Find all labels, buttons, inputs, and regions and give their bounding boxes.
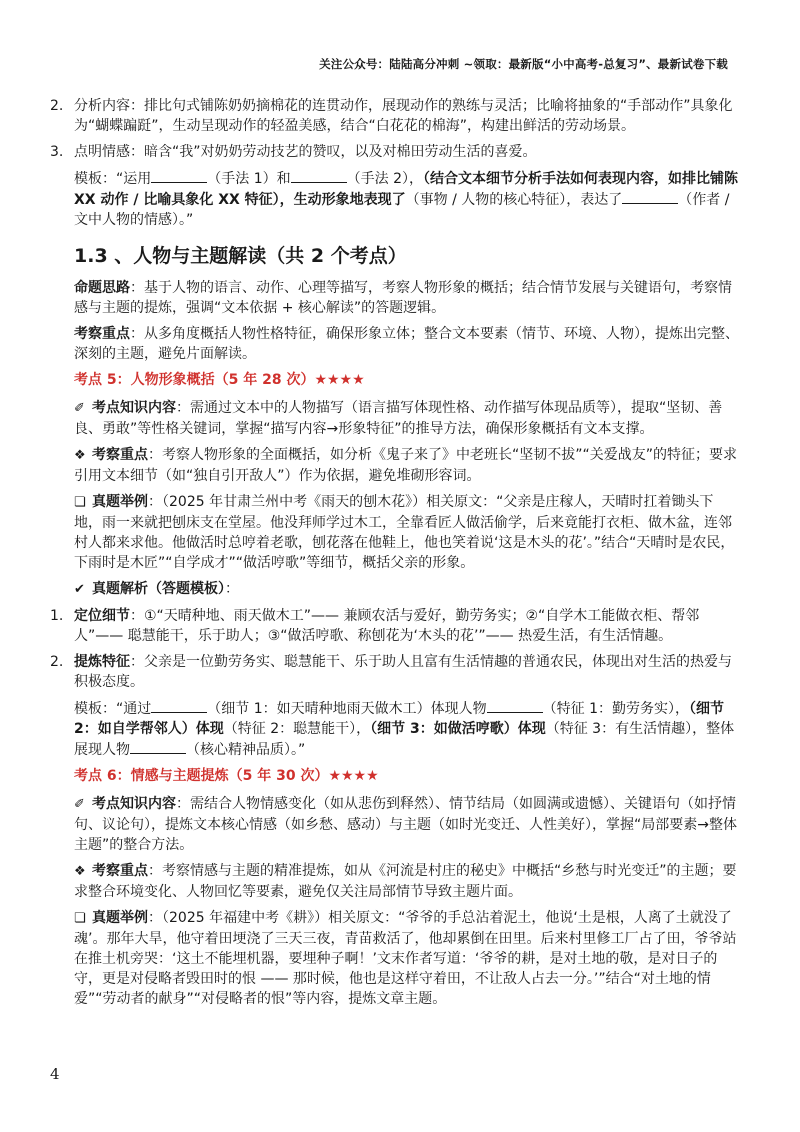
answer-template xyxy=(74,168,740,230)
page-number: 4 xyxy=(50,1065,60,1083)
kd5-focus-label: 考察重点 xyxy=(92,447,148,463)
template-text: （事物 / 人物的核心特征），表达了 xyxy=(405,192,623,208)
fill-blank xyxy=(130,739,186,754)
kd6-title: 考点 6：情感与主题提炼（5 年 30 次）★★★★ xyxy=(74,768,379,784)
template-text: （特征 3：有生活情趣），整体展现人物 xyxy=(74,721,735,758)
fill-blank xyxy=(622,189,678,204)
template-text: （特征 1：勤劳务实）， xyxy=(542,701,689,717)
template-text: 模板：“运用 xyxy=(74,171,152,187)
list-item xyxy=(50,606,740,646)
kd5-example xyxy=(74,492,740,573)
diamond-bullet-icon: ❖ xyxy=(74,864,86,879)
kd6-example-text: ：（2025 年福建中考《耕》）相关原文：“爷爷的手总沾着泥土，他说‘土是根，人离了土就没了魂’。那年大旱，他守着田埂浇了三天三夜，青苗救活了，他却累倒在田里。后来村里修工厂占了田，爷爷站在推土机旁哭：‘这土不能埋机器，要埋种子啊！’文末作者写道：‘爷爷的耕，是对土地的敬，是对日子的守，更是对侵略者毁田时的恨 —— 那时候，他也是这样守着田，不让敌人占去一分。’”结合“对土地的情爱”“劳动者的献身”“对侵略者的恨”等内容，提炼文章主题。 xyxy=(74,910,737,1007)
step-text: ：父亲是一位勤劳务实、聪慧能干、乐于助人且富有生活情趣的普通农民，体现出对生活的热爱与积极态度。 xyxy=(74,654,732,690)
template-bold-text: （细节 3：如做活哼歌）体现 xyxy=(370,721,546,737)
template-bold-text: （结合文本细节分析手法如何表现内容，如排比铺陈 XX 动作 / 比喻具象化 XX 特征），生动形象地表现了 xyxy=(74,171,738,208)
step-label: 定位细节 xyxy=(74,608,130,624)
kd5-example-text: ：（2025 年甘肃兰州中考《雨天的刨木花》）相关原文：“父亲是庄稼人，天晴时扛着锄头下地，雨一来就把刨床支在堂屋。他没拜师学过木工，全靠看匠人做活偷学，后来竟能打衣柜、做木盆，连邻村人都来求他。他做活时总哼着老歌，刨花落在他鞋上，他也笑着说‘这是木头的花’。”结合“天晴时是农民，下雨时是木匠”“自学成才”“做活哼歌”等细节，概括父亲的形象。 xyxy=(74,494,735,571)
kd6-example xyxy=(74,908,740,1009)
kd5-knowledge-text: ：需通过文本中的人物描写（语言描写体现性格、动作描写体现品质等），提取“坚韧、善良、勇敢”等性格关键词，掌握“描写内容→形象特征”的推导方法，确保形象概括有文本支撑。 xyxy=(74,400,723,437)
template-text: （作者 / 文中人物的情感）。” xyxy=(74,192,730,228)
answer-template xyxy=(74,698,740,760)
pencil-icon: ✐ xyxy=(74,401,85,416)
list-number: 1. xyxy=(50,608,64,624)
fill-blank xyxy=(487,698,543,713)
template-text: （手法 2）， xyxy=(346,171,423,187)
list-number: 2. xyxy=(50,654,64,670)
kd5-knowledge xyxy=(74,398,740,439)
step-label: 提炼特征 xyxy=(74,654,130,670)
kd6-knowledge xyxy=(74,794,740,855)
fill-blank xyxy=(151,168,207,183)
kd6-knowledge-text: ：需结合人物情感变化（如从悲伤到释然）、情节结局（如圆满或遗憾）、关键语句（如抒情句、议论句），提炼文本核心情感（如乡愁、感动）与主题（如时光变迁、人性美好），掌握“局部要素→整体主题”的整合方法。 xyxy=(74,796,737,853)
fill-blank xyxy=(291,168,347,183)
kd5-focus xyxy=(74,445,740,486)
kd5-analysis-colon: ： xyxy=(225,581,239,597)
list-item xyxy=(50,96,740,136)
section-title: 1.3 、人物与主题解读（共 2 个考点） xyxy=(74,245,407,267)
step-text: ：①“天晴种地、雨天做木工”—— 兼顾农活与爱好，勤劳务实；②“自学木工能做衣柜、帮邻人”—— 聪慧能干，乐于助人；③“做活哼歌、称刨花为‘木头的花’”—— 热爱生活，有生活情趣。 xyxy=(74,608,700,644)
list-number: 3. xyxy=(50,144,64,160)
list-item xyxy=(50,652,740,692)
template-text: （特征 2：聪慧能干）， xyxy=(223,721,371,737)
page-content xyxy=(50,96,740,1015)
kd5-example-label: 真题举例 xyxy=(92,494,148,510)
kd5-title: 考点 5：人物形象概括（5 年 28 次）★★★★ xyxy=(74,372,365,388)
kd5-knowledge-label: 考点知识内容 xyxy=(92,400,176,416)
list-text: 分析内容：排比句式铺陈奶奶摘棉花的连贯动作，展现动作的熟练与灵活；比喻将抽象的“手部动作”具象化为“蝴蝶蹁跹”，生动呈现动作的轻盈美感，结合“白花花的棉海”，构建出鲜活的劳动场景。 xyxy=(74,98,733,134)
template-text: （核心精神品质）。” xyxy=(186,742,306,758)
kd6-knowledge-label: 考点知识内容 xyxy=(92,796,176,812)
kd5-analysis-label: 真题解析（答题模板） xyxy=(92,581,225,597)
square-bullet-icon: ❏ xyxy=(74,495,86,510)
exam-focus-text: ：从多角度概括人物性格特征，确保形象立体；整合文本要素（情节、环境、人物），提炼出完整、深刻的主题，避免片面解读。 xyxy=(74,326,739,362)
square-bullet-icon: ❏ xyxy=(74,911,86,926)
list-item xyxy=(50,142,740,162)
template-text: （细节 1：如天晴种地雨天做木工）体现人物 xyxy=(207,701,487,717)
template-text: （手法 1）和 xyxy=(207,171,291,187)
kd6-focus xyxy=(74,861,740,902)
diamond-bullet-icon: ❖ xyxy=(74,448,86,463)
template-bold-text: （细节 2：如自学帮邻人）体现 xyxy=(74,701,724,737)
pencil-icon: ✐ xyxy=(74,797,85,812)
fill-blank xyxy=(151,698,207,713)
template-text: 模板：“通过 xyxy=(74,701,152,717)
list-number: 2. xyxy=(50,98,64,114)
page-header: 关注公众号：陆陆高分冲刺 ~领取：最新版“小中高考-总复习”、最新试卷下载 xyxy=(319,57,728,71)
exam-idea-text: ：基于人物的语言、动作、心理等描写，考察人物形象的概括；结合情节发展与关键语句，考察情感与主题的提炼，强调“文本依据 + 核心解读”的答题逻辑。 xyxy=(74,280,732,316)
kd5-focus-text: ：考察人物形象的全面概括，如分析《鬼子来了》中老班长“坚韧不拔”“关爱战友”的特征；要求引用文本细节（如“独自引开敌人”）作为依据，避免堆砌形容词。 xyxy=(74,447,738,484)
check-icon: ✔ xyxy=(74,582,85,597)
kd5-analysis-heading xyxy=(74,579,740,600)
exam-idea-label: 命题思路 xyxy=(74,280,130,296)
kd6-example-label: 真题举例 xyxy=(92,910,148,926)
kd6-focus-text: ：考察情感与主题的精准提炼，如从《河流是村庄的秘史》中概括“乡愁与时光变迁”的主题；要求整合环境变化、人物回忆等要素，避免仅关注局部情节导致主题片面。 xyxy=(74,863,737,900)
exam-focus-label: 考察重点 xyxy=(74,326,130,342)
kd6-focus-label: 考察重点 xyxy=(92,863,148,879)
list-text: 点明情感：暗含“我”对奶奶劳动技艺的赞叹，以及对棉田劳动生活的喜爱。 xyxy=(74,144,537,160)
exam-idea xyxy=(74,278,740,318)
exam-focus xyxy=(74,324,740,364)
